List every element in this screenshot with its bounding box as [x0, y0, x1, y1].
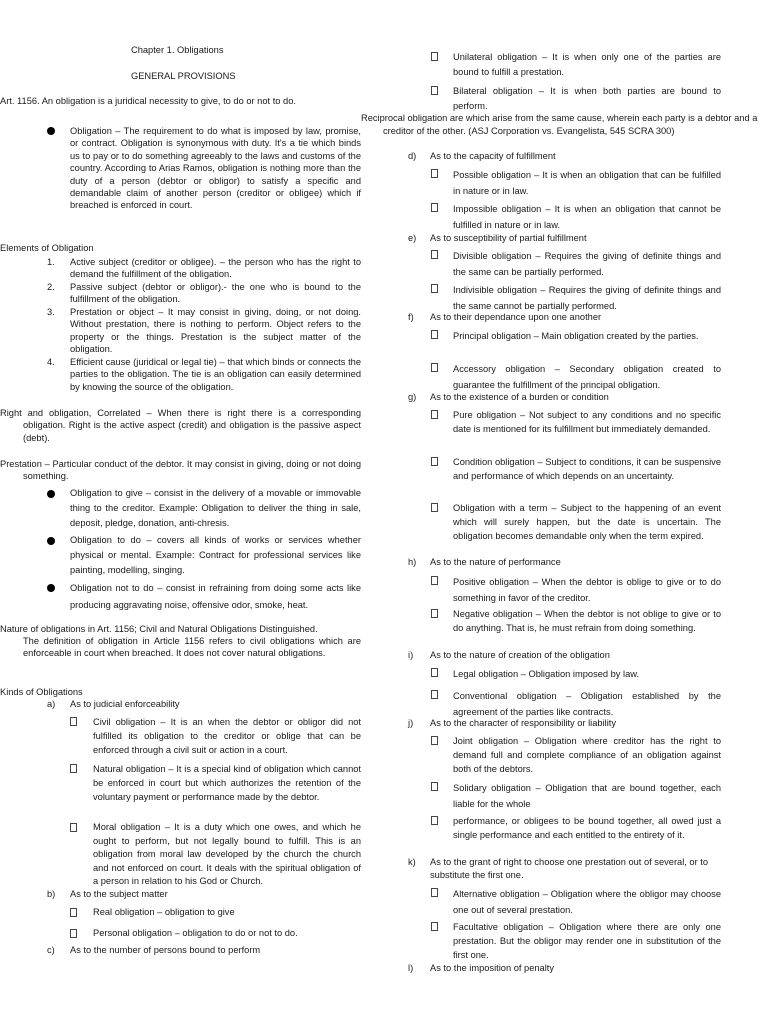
prestation-bullet: Obligation to do – covers all kinds of works or services whether physical or mental. Example: Contract for professional services like painting, modelling, singing. [70, 535, 361, 575]
prestation-definition: Prestation – Particular conduct of the debtor. It may consist in giving, doing or not doing something. [0, 459, 361, 482]
nature-text: The definition of obligation in Article 1156 refers to civil obligations which are enforceable in court when breached. It does not cover natural obligations. [23, 636, 361, 659]
section-label: c) [47, 945, 55, 955]
checkbox-icon [70, 717, 77, 726]
checkbox-icon [70, 908, 77, 917]
checkbox-icon [70, 929, 77, 938]
section-title: As to their dependance upon one another [430, 312, 602, 322]
section-label: k) [408, 857, 416, 867]
elements-heading: Elements of Obligation [0, 243, 94, 253]
section-title: As to the character of responsibility or liability [430, 718, 617, 728]
kind-item: Natural obligation – It is a special kind of obligation which cannot be enforced in court but which authorizes the retention of the voluntary payment or performance made by the debtor. [93, 764, 361, 802]
section-title: As to susceptibility of partial fulfillment [430, 233, 587, 243]
section-title: As to the nature of performance [430, 557, 561, 567]
checkbox-icon [431, 888, 438, 897]
bullet-icon [47, 537, 55, 545]
element-item: Active subject (creditor or obligee). – the person who has the right to demand the fulfillment of the obligation. [70, 257, 361, 280]
kind-item: Legal obligation – Obligation imposed by law. [453, 669, 640, 679]
element-number: 2. [47, 282, 55, 292]
checkbox-icon [431, 503, 438, 512]
kind-item: Joint obligation – Obligation where creditor has the right to demand full and complete compliance of an obligation against both of the debtors. [453, 736, 721, 774]
kind-item: Obligation with a term – Subject to the happening of an event which will surely happen, but the date is uncertain. The obligation becomes demandable only when the term expired. [453, 503, 721, 541]
section-title: As to the number of persons bound to perform [70, 945, 261, 955]
checkbox-icon [431, 736, 438, 745]
checkbox-icon [70, 823, 77, 832]
right-obligation-correlated: Right and obligation, Correlated – When there is right there is a corresponding obligation. Right is the active aspect (credit) and obligation is the passive aspect (debt). [0, 408, 361, 443]
kind-item: Positive obligation – When the debtor is oblige to give or to do something in favor of the creditor. [453, 577, 721, 603]
element-number: 4. [47, 357, 55, 367]
section-title: As to the nature of creation of the obligation [430, 650, 610, 660]
bullet-icon [47, 127, 55, 135]
kind-item: Unilateral obligation – It is when only one of the parties are bound to fulfill a prestation. [453, 52, 721, 77]
kind-item: Divisible obligation – Requires the giving of definite things and the same can be partially performed. [453, 251, 721, 277]
kind-item: Pure obligation – Not subject to any conditions and no specific date is mentioned for its fulfillment but immediately demanded. [453, 410, 721, 434]
kind-item: Indivisible obligation – Requires the giving of definite things and the same cannot be partially performed. [453, 285, 721, 311]
kind-item: Negative obligation – When the debtor is not oblige to give or to do anything. That is, he must refrain from doing something. [453, 609, 721, 633]
bullet-icon [47, 584, 55, 592]
section-label: e) [408, 233, 417, 243]
kind-item: Conventional obligation – Obligation established by the agreement of the parties like contracts. [453, 691, 721, 717]
section-label: f) [408, 312, 414, 322]
kind-item: Condition obligation – Subject to conditions, it can be suspensive and performance of which depends on an uncertainty. [453, 457, 721, 481]
element-number: 1. [47, 257, 55, 267]
bullet-icon [47, 490, 55, 498]
obligation-definition: Obligation – The requirement to do what is imposed by law, promise, or contract. Obligation is synonymous with duty. It's a tie which binds us to pay or to do something agreeably to the laws and customs of the country. According to Arias Ramos, obligation is nothing more than the duty of a person (debtor or obligor) to satisfy a specific and demandable claim of another person (creditor or obligee) which if breached is enforced in court. [70, 126, 361, 211]
element-item: Passive subject (debtor or obligor).- the one who is bound to the fulfillment of the obligation. [70, 282, 361, 305]
nature-heading: Nature of obligations in Art. 1156; Civil and Natural Obligations Distinguished. [0, 624, 318, 634]
section-label: d) [408, 151, 417, 161]
checkbox-icon [431, 330, 438, 339]
section-title: As to the grant of right to choose one prestation out of several, or to substitute the first one. [430, 857, 709, 880]
kind-item: performance, or obligees to be bound together, all owed just a single performance and each entitled to the entirety of it. [453, 816, 721, 840]
section-label: a) [47, 699, 56, 709]
prestation-bullet: Obligation not to do – consist in refraining from doing some acts like producing aggravating noise, offensive odor, smoke, heat. [70, 583, 361, 610]
section-label: h) [408, 557, 417, 567]
checkbox-icon [431, 284, 438, 293]
checkbox-icon [431, 86, 438, 95]
section-label: j) [408, 718, 414, 728]
kind-item: Civil obligation – It is an when the debtor or obligor did not fulfilled its obligation to the creditor or oblige that can be enforced through a civil suit or action in a court. [93, 717, 361, 755]
kind-item: Alternative obligation – Obligation where the obligor may choose one out of several prestation. [453, 889, 721, 915]
checkbox-icon [431, 203, 438, 212]
checkbox-icon [431, 690, 438, 699]
general-provisions-heading: GENERAL PROVISIONS [131, 71, 236, 81]
kinds-heading: Kinds of Obligations [0, 687, 83, 697]
checkbox-icon [431, 922, 438, 931]
element-number: 3. [47, 307, 55, 317]
kind-item: Possible obligation – It is when an obligation that can be fulfilled in nature or in law. [453, 170, 721, 196]
checkbox-icon [431, 576, 438, 585]
kind-item: Facultative obligation – Obligation where there are only one prestation. But the obligor may render one in substitution of the first one. [453, 922, 721, 960]
element-item: Efficient cause (juridical or legal tie) – that which binds or connects the parties to the obligation. The tie is an obligation can easily determined by knowing the source of the obligation. [70, 357, 361, 392]
kind-item: Impossible obligation – It is when an obligation that cannot be fulfilled in nature or in law. [453, 204, 721, 230]
section-title: As to the capacity of fulfillment [430, 151, 556, 161]
kind-item: Principal obligation – Main obligation created by the parties. [453, 331, 699, 341]
reciprocal-obligation: Reciprocal obligation are which arise from the same cause, wherein each party is a debtor and a creditor of the other. (ASJ Corporation vs. Evangelista, 545 SCRA 300) [361, 113, 758, 136]
kind-item: Solidary obligation – Obligation that are bound together, each liable for the whole [453, 783, 721, 809]
checkbox-icon [431, 782, 438, 791]
checkbox-icon [431, 169, 438, 178]
section-label: i) [408, 650, 414, 660]
section-title: As to the imposition of penalty [430, 963, 555, 973]
section-title: As to judicial enforceability [70, 699, 180, 709]
section-label: l) [408, 963, 414, 973]
chapter-title: Chapter 1. Obligations [131, 45, 224, 55]
checkbox-icon [431, 52, 438, 61]
kind-item: Moral obligation – It is a duty which one owes, and which he ought to perform, but not legally bound to fulfill. This is an obligation from moral law developed by the church the church and not enforced on court. It deals with the spiritual obligation of a person in relation to his God or Church. [93, 822, 361, 886]
checkbox-icon [431, 668, 438, 677]
section-title: As to the subject matter [70, 889, 168, 899]
checkbox-icon [431, 410, 438, 419]
article-1156: Art. 1156. An obligation is a juridical necessity to give, to do or not to do. [0, 96, 296, 106]
kind-item: Bilateral obligation – It is when both parties are bound to perform. [453, 86, 721, 111]
checkbox-icon [431, 363, 438, 372]
section-label: g) [408, 392, 417, 402]
checkbox-icon [431, 250, 438, 259]
prestation-bullet: Obligation to give – consist in the delivery of a movable or immovable thing to the creditor. Example: Obligation to deliver the thing in sale, deposit, pledge, donation, anti-chresis. [70, 488, 361, 528]
element-item: Prestation or object – It may consist in giving, doing, or not doing. Without prestation, there is nothing to perform. Object refers to the property or the things. Prestation is the subject matter of the obligation. [70, 307, 361, 355]
kind-item: Accessory obligation – Secondary obligation created to guarantee the fulfillment of the principal obligation. [453, 364, 721, 390]
section-title: As to the existence of a burden or condition [430, 392, 609, 402]
section-label: b) [47, 889, 56, 899]
checkbox-icon [431, 609, 438, 618]
checkbox-icon [431, 816, 438, 825]
kind-item: Real obligation – obligation to give [93, 907, 235, 917]
kind-item: Personal obligation – obligation to do or not to do. [93, 928, 298, 938]
checkbox-icon [70, 764, 77, 773]
checkbox-icon [431, 457, 438, 466]
